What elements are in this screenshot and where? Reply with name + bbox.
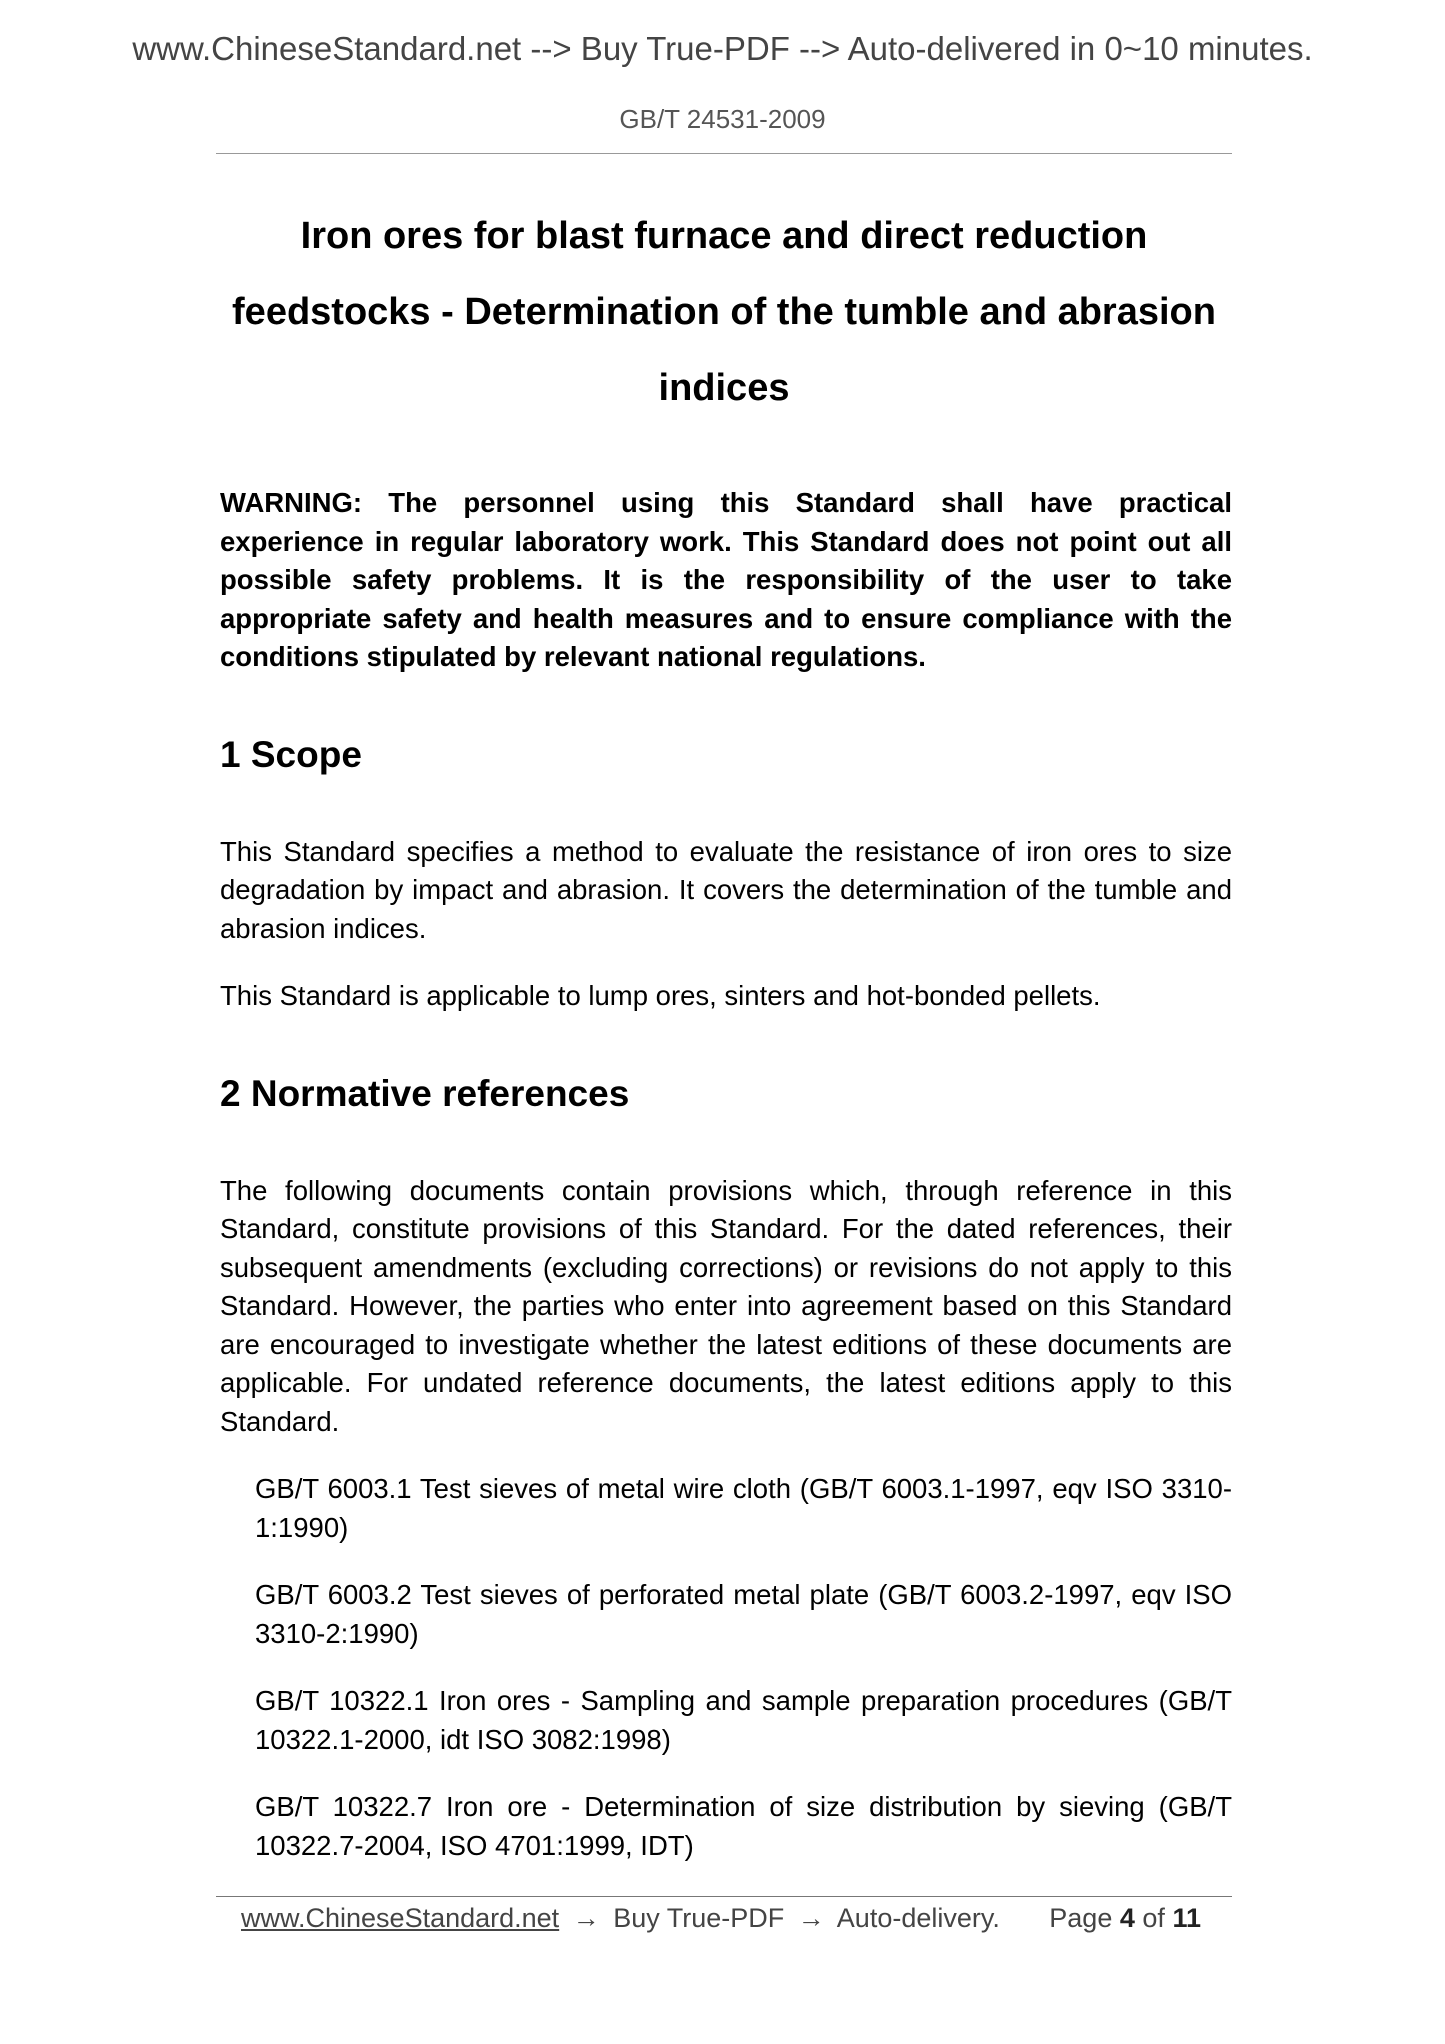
header-divider — [216, 153, 1232, 154]
section-heading-normative-references — [220, 1072, 1232, 1116]
page-indicator — [1049, 1903, 1201, 1934]
page-label: Page — [1049, 1903, 1113, 1933]
standard-number: GB/T 24531-2009 — [619, 104, 826, 134]
section-number: 2 — [220, 1072, 241, 1114]
footer-divider — [216, 1896, 1232, 1897]
document-title: Iron ores for blast furnace and direct reduction feedstocks - Determination of the tumble and abrasion indices — [232, 215, 1216, 409]
auto-delivery-text: Auto-delivery. — [836, 1903, 1000, 1933]
top-banner: www.ChineseStandard.net --> Buy True-PDF --> Auto-delivered in 0~10 minutes. — [132, 30, 1313, 67]
page-of-label: of — [1142, 1903, 1165, 1933]
reference-item: GB/T 10322.7 Iron ore - Determination of size distribution by sieving (GB/T 10322.7-2004, ISO 4701:1999, IDT) — [255, 1791, 1232, 1861]
buy-true-pdf-text: Buy True-PDF — [613, 1903, 785, 1933]
total-pages-number: 11 — [1172, 1903, 1201, 1933]
reference-item: GB/T 6003.2 Test sieves of perforated metal plate (GB/T 6003.2-1997, eqv ISO 3310-2:1990) — [255, 1579, 1232, 1649]
arrow-right-icon: → — [572, 1903, 600, 1933]
reference-item: GB/T 6003.1 Test sieves of metal wire cloth (GB/T 6003.1-1997, eqv ISO 3310-1:1990) — [255, 1473, 1232, 1543]
page-footer — [241, 1903, 1201, 1934]
references-intro-paragraph: The following documents contain provisions which, through reference in this Standard, constitute provisions of this Standard. For the dated references, their subsequent amendments (excluding corrections) or revisions do not apply to this Standard. However, the parties who enter into agreement based on this Standard are encouraged to investigate whether the latest editions of these documents are applicable. For undated reference documents, the latest editions apply to this Standard. — [220, 1174, 1232, 1437]
arrow-right-icon: → — [797, 1903, 825, 1933]
section-heading-scope — [220, 733, 1232, 777]
section-title: Normative references — [250, 1072, 630, 1114]
current-page-number: 4 — [1119, 1903, 1135, 1933]
warning-paragraph: WARNING: The personnel using this Standard shall have practical experience in regular laboratory work. This Standard does not point out all possible safety problems. It is the responsibility of the user to take appropriate safety and health measures and to ensure compliance with the conditions stipulated by relevant national regulations. — [220, 487, 1232, 672]
document-body — [220, 484, 1232, 1894]
scope-paragraph: This Standard is applicable to lump ores, sinters and hot-bonded pellets. — [220, 980, 1101, 1011]
scope-paragraph: This Standard specifies a method to evaluate the resistance of iron ores to size degradation by impact and abrasion. It covers the determination of the tumble and abrasion indices. — [220, 835, 1232, 944]
reference-item: GB/T 10322.1 Iron ores - Sampling and sample preparation procedures (GB/T 10322.1-2000, idt ISO 3082:1998) — [255, 1685, 1232, 1755]
section-number: 1 — [220, 733, 241, 775]
section-title: Scope — [250, 733, 362, 775]
website-link[interactable]: www.ChineseStandard.net — [241, 1903, 560, 1933]
